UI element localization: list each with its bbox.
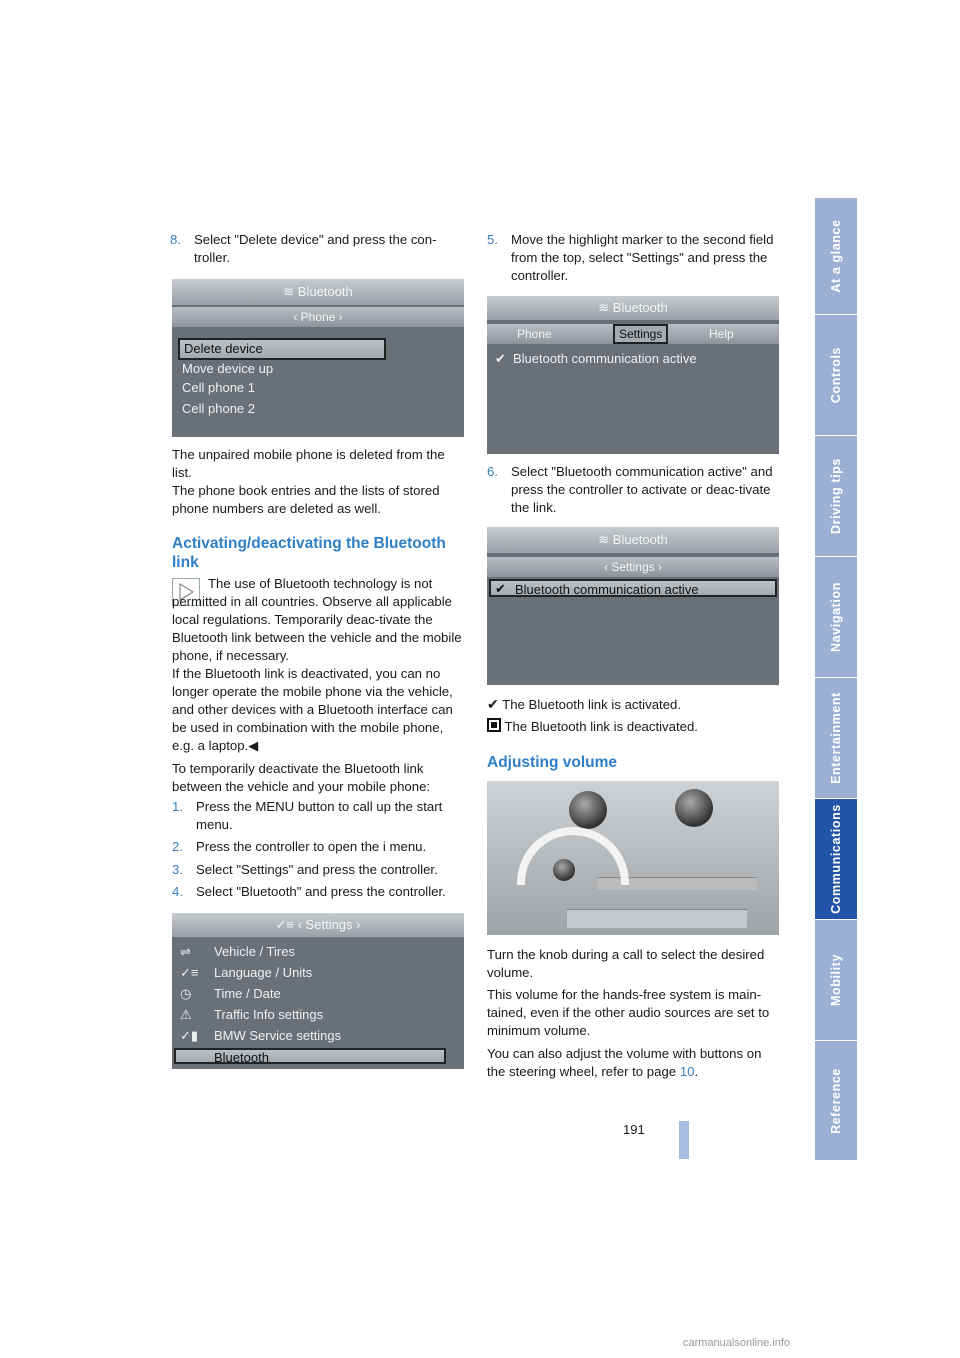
list-item[interactable]: Vehicle / Tires	[214, 944, 295, 959]
bluetooth-icon: ≋	[598, 300, 613, 315]
paragraph: This volume for the hands-free system is main-tained, even if the other audio sources are set to minimum volume.	[487, 987, 770, 1038]
screen-bluetooth-active	[487, 527, 779, 685]
list-item[interactable]: Bluetooth communication active	[513, 351, 697, 366]
check-icon: ✔	[495, 581, 506, 596]
screen-title: Bluetooth	[612, 532, 668, 547]
clock-icon: ◷	[180, 986, 192, 1001]
tab-phone[interactable]: Phone	[517, 327, 552, 341]
legend-activated: ✔ The Bluetooth link is activated.	[487, 696, 682, 712]
list-item[interactable]: Traffic Info settings	[214, 1007, 324, 1022]
list-item[interactable]: Cell phone 1	[182, 380, 255, 395]
settings-icon: ✓≡	[275, 917, 298, 932]
list-item[interactable]: Time / Date	[214, 986, 281, 1001]
screen-bluetooth-tabs	[487, 296, 779, 454]
list-item[interactable]: Language / Units	[214, 965, 313, 980]
tab-communications[interactable]: Communications	[815, 799, 857, 920]
tab-navigation[interactable]: Navigation	[815, 557, 857, 678]
tab-controls[interactable]: Controls	[815, 315, 857, 436]
screen-title: ‹ Settings ›	[297, 917, 361, 932]
paragraph: The unpaired mobile phone is deleted from the list.	[172, 447, 445, 480]
service-icon: ✓▮	[180, 1028, 199, 1043]
screen-title: Bluetooth	[297, 284, 353, 299]
language-icon: ✓≡	[180, 965, 199, 980]
list-item-selected[interactable]: Bluetooth communication active	[489, 579, 777, 597]
chapter-sidebar	[815, 198, 857, 1160]
check-icon: ✔	[495, 351, 506, 366]
tab-at-a-glance[interactable]: At a glance	[815, 198, 857, 315]
check-icon: ✔	[487, 696, 499, 712]
screen-title: Bluetooth	[612, 300, 668, 315]
page-number: 191	[623, 1122, 645, 1137]
bluetooth-icon: ≋	[283, 284, 298, 299]
tab-mobility[interactable]: Mobility	[815, 920, 857, 1041]
tab-driving-tips[interactable]: Driving tips	[815, 436, 857, 557]
paragraph: Turn the knob during a call to select the desired volume.	[487, 947, 765, 980]
screen-delete-device	[172, 279, 464, 437]
legend-deactivated: The Bluetooth link is deactivated.	[487, 718, 698, 736]
section-heading: Adjusting volume	[487, 754, 618, 771]
traffic-icon: ⚠	[180, 1007, 192, 1022]
paragraph: The phone book entries and the lists of stored phone numbers are deleted as well.	[172, 483, 440, 516]
screen-subtitle: ‹ Phone ›	[172, 307, 464, 327]
knob-right	[675, 789, 713, 827]
screen-settings-menu	[172, 913, 464, 1069]
paragraph: You can also adjust the volume with buttons on the steering wheel, refer to page 10.	[487, 1046, 762, 1079]
bluetooth-icon: ≋	[598, 532, 613, 547]
car-icon: ⇌	[180, 944, 191, 959]
checkbox-empty-icon	[487, 718, 501, 732]
list-item[interactable]: BMW Service settings	[214, 1028, 342, 1043]
page-marker	[679, 1121, 689, 1159]
volume-knob[interactable]	[553, 859, 575, 881]
tab-reference[interactable]: Reference	[815, 1041, 857, 1161]
step-1: 1. Press the MENU button to call up the start menu.	[172, 799, 443, 832]
list-item[interactable]: Move device up	[182, 361, 274, 376]
volume-knob-photo	[487, 781, 779, 935]
screen-subtitle: ‹ Settings ›	[487, 557, 779, 577]
page-link[interactable]: 10	[679, 1064, 695, 1079]
tab-help[interactable]: Help	[709, 327, 734, 341]
note-text-2: If the Bluetooth link is deactivated, you can no longer operate the mobile phone via the vehicle, and other devices with a Bluetooth interface can be used in combination with the mobile phone, e.g. a laptop.◀	[172, 666, 453, 753]
footer-watermark: carmanualsonline.info	[683, 1337, 791, 1349]
list-item-selected[interactable]: Delete device	[178, 338, 386, 360]
list-item[interactable]: Cell phone 2	[182, 401, 255, 416]
tab-entertainment[interactable]: Entertainment	[815, 678, 857, 799]
knob-left	[569, 791, 607, 829]
tab-settings[interactable]: Settings	[613, 324, 668, 344]
note-text: The use of Bluetooth technology is not permitted in all countries. Observe all applicable local regulations. Temporarily deac-tivate the Bluetooth link between the vehicle and the mobile phone, if necessary.	[172, 576, 462, 663]
section-heading: Activating/deactivating the Bluetooth link	[172, 535, 446, 571]
list-item-selected[interactable]: Bluetooth	[174, 1048, 446, 1064]
paragraph: To temporarily deactivate the Bluetooth link between the vehicle and your mobile phone:	[172, 761, 431, 794]
